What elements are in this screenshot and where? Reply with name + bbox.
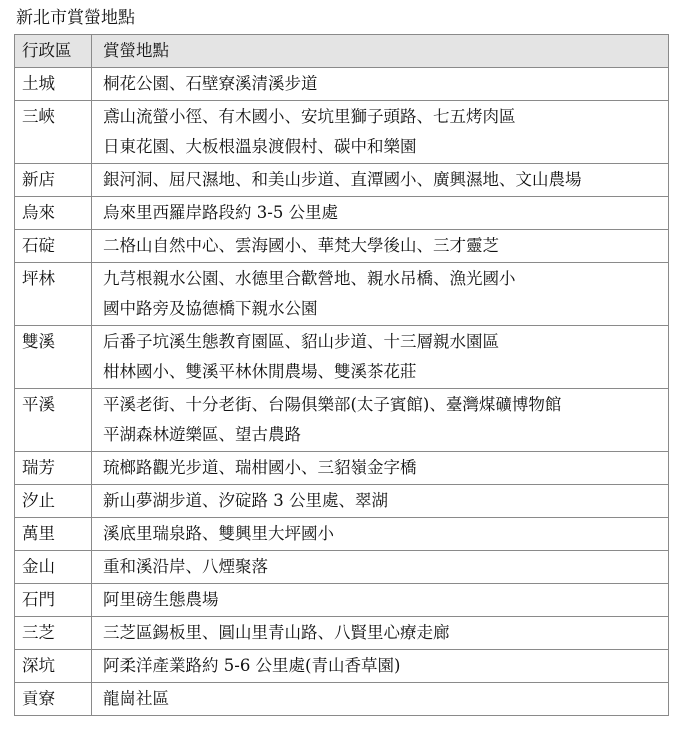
spot-line: 國中路旁及協德橋下親水公園 [103, 299, 318, 318]
spots-cell [92, 617, 669, 650]
spot-line: 溪底里瑞泉路、雙興里大坪國小 [103, 524, 334, 543]
spots-cell [92, 263, 669, 326]
table-row [15, 452, 669, 485]
district-name: 新店 [22, 170, 55, 189]
spot-line: 后番子坑溪生態教育園區、貂山步道、十三層親水園區 [103, 332, 499, 351]
header-district: 行政區 [15, 35, 92, 68]
table-row [15, 326, 669, 389]
district-name: 三峽 [22, 107, 55, 126]
spot-line: 琉榔路觀光步道、瑞柑國小、三貂嶺金字橋 [103, 458, 417, 477]
district-name: 石門 [22, 590, 55, 609]
district-name: 瑞芳 [22, 458, 55, 477]
district-cell [15, 263, 92, 326]
table-row [15, 584, 669, 617]
spot-line: 三芝區錫板里、圓山里青山路、八賢里心療走廊 [103, 623, 450, 642]
table-row [15, 230, 669, 263]
district-cell [15, 197, 92, 230]
table-row [15, 263, 669, 326]
spots-cell [92, 230, 669, 263]
district-cell [15, 650, 92, 683]
district-name: 萬里 [22, 524, 55, 543]
spots-cell [92, 584, 669, 617]
table-row [15, 101, 669, 164]
table-row [15, 68, 669, 101]
spot-line: 銀河洞、屈尺濕地、和美山步道、直潭國小、廣興濕地、文山農場 [103, 170, 582, 189]
district-cell [15, 101, 92, 164]
spot-line: 鳶山流螢小徑、有木國小、安坑里獅子頭路、七五烤肉區 [103, 107, 516, 126]
table-row [15, 650, 669, 683]
district-name: 烏來 [22, 203, 55, 222]
table-header-row [15, 35, 669, 68]
table-row [15, 197, 669, 230]
spots-cell [92, 68, 669, 101]
spot-line: 九芎根親水公園、水德里合歡營地、親水吊橋、漁光國小 [103, 269, 516, 288]
spot-line: 平湖森林遊樂區、望古農路 [103, 425, 301, 444]
spot-line: 日東花園、大板根溫泉渡假村、碳中和樂園 [103, 137, 417, 156]
table-row [15, 551, 669, 584]
spots-cell [92, 683, 669, 716]
district-cell [15, 326, 92, 389]
firefly-spots-table [14, 34, 669, 716]
spots-cell [92, 551, 669, 584]
district-name: 坪林 [22, 269, 55, 288]
spot-line: 烏來里西羅岸路段約 3-5 公里處 [103, 203, 339, 222]
district-cell [15, 551, 92, 584]
table-row [15, 617, 669, 650]
district-name: 土城 [22, 74, 55, 93]
spots-cell [92, 485, 669, 518]
table-body [15, 68, 669, 716]
district-cell [15, 389, 92, 452]
spot-line: 龍崗社區 [103, 689, 169, 708]
table-row [15, 683, 669, 716]
district-cell [15, 584, 92, 617]
district-cell [15, 230, 92, 263]
spot-line: 阿里磅生態農場 [103, 590, 219, 609]
spot-line: 二格山自然中心、雲海國小、華梵大學後山、三才靈芝 [103, 236, 499, 255]
spots-cell [92, 164, 669, 197]
spots-cell [92, 650, 669, 683]
spot-line: 平溪老街、十分老街、台陽俱樂部(太子賓館)、臺灣煤礦博物館 [103, 395, 562, 414]
spots-cell [92, 197, 669, 230]
spots-cell [92, 326, 669, 389]
district-cell [15, 485, 92, 518]
district-name: 石碇 [22, 236, 55, 255]
district-name: 深坑 [22, 656, 55, 675]
table-row [15, 518, 669, 551]
spots-cell [92, 389, 669, 452]
spot-line: 阿柔洋產業路約 5-6 公里處(青山香草園) [103, 656, 401, 675]
spots-cell [92, 101, 669, 164]
district-cell [15, 452, 92, 485]
table-row [15, 485, 669, 518]
spot-line: 桐花公園、石壁寮溪清溪步道 [103, 74, 318, 93]
district-name: 雙溪 [22, 332, 55, 351]
spots-cell [92, 518, 669, 551]
district-cell [15, 617, 92, 650]
district-cell [15, 164, 92, 197]
header-spots: 賞螢地點 [92, 35, 669, 68]
table-row [15, 389, 669, 452]
district-cell [15, 68, 92, 101]
district-name: 金山 [22, 557, 55, 576]
district-cell [15, 683, 92, 716]
spots-cell [92, 452, 669, 485]
district-cell [15, 518, 92, 551]
district-name: 平溪 [22, 395, 55, 414]
spot-line: 重和溪沿岸、八煙聚落 [103, 557, 268, 576]
district-name: 汐止 [22, 491, 55, 510]
spot-line: 柑林國小、雙溪平林休閒農場、雙溪茶花莊 [103, 362, 417, 381]
district-name: 貢寮 [22, 689, 55, 708]
table-caption: 新北市賞螢地點 [16, 8, 135, 28]
district-name: 三芝 [22, 623, 55, 642]
spot-line: 新山夢湖步道、汐碇路 3 公里處、翠湖 [103, 491, 388, 510]
table-row [15, 164, 669, 197]
